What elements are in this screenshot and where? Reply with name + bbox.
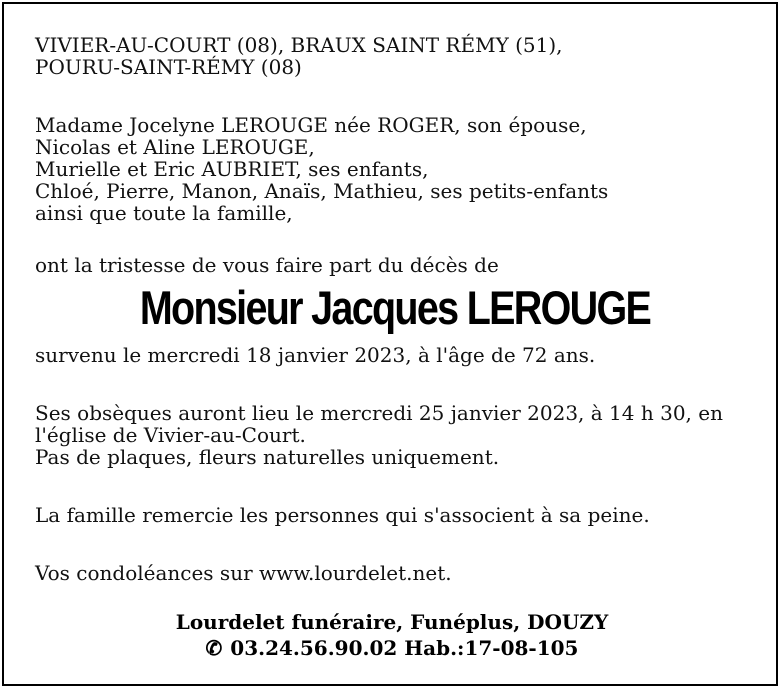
family-line: Murielle et Eric AUBRIET, ses enfants, <box>35 157 429 181</box>
obituary-notice <box>2 2 778 686</box>
spacer <box>35 100 755 114</box>
spacer <box>35 526 755 548</box>
death-info: survenu le mercredi 18 janvier 2023, à l'âge de 72 ans. <box>35 343 596 367</box>
spacer <box>35 490 755 504</box>
funeral-line-1: Ses obsèques auront lieu le mercredi 25 janvier 2023, à 14 h 30, en <box>35 401 723 425</box>
deceased-name: Monsieur Jacques LEROUGE <box>139 281 651 334</box>
funeral-line-3: Pas de plaques, fleurs naturelles uniquement. <box>35 445 500 469</box>
announcement-text: ont la tristesse de vous faire part du décès de <box>35 253 499 277</box>
phone-number: 03.24.56.90.02 Hab.:17-08-105 <box>230 636 579 660</box>
spacer <box>35 78 755 100</box>
spacer <box>35 388 755 402</box>
family-line: Madame Jocelyne LEROUGE née ROGER, son épouse, <box>35 113 587 137</box>
family-line: Chloé, Pierre, Manon, Anaïs, Mathieu, ses petits-enfants <box>35 179 609 203</box>
family-line: ainsi que toute la famille, <box>35 201 293 225</box>
spacer <box>35 366 755 388</box>
phone-line <box>4 635 780 661</box>
notice-body <box>35 34 755 584</box>
places-line-1: VIVIER-AU-COURT (08), BRAUX SAINT RÉMY (51), <box>35 33 563 57</box>
thanks-text: La famille remercie les personnes qui s'associent à sa peine. <box>35 503 650 527</box>
spacer <box>35 224 755 246</box>
family-line: Nicolas et Aline LEROUGE, <box>35 135 315 159</box>
spacer <box>35 548 755 562</box>
funeral-line-2: l'église de Vivier-au-Court. <box>35 423 306 447</box>
places-line-2: POURU-SAINT-RÉMY (08) <box>35 55 302 79</box>
phone-icon: ✆ <box>205 636 223 660</box>
condolences-text: Vos condoléances sur www.lourdelet.net. <box>35 561 452 585</box>
spacer <box>35 468 755 490</box>
funeral-home-footer <box>4 609 780 661</box>
funeral-home-name: Lourdelet funéraire, Funéplus, DOUZY <box>175 610 609 634</box>
